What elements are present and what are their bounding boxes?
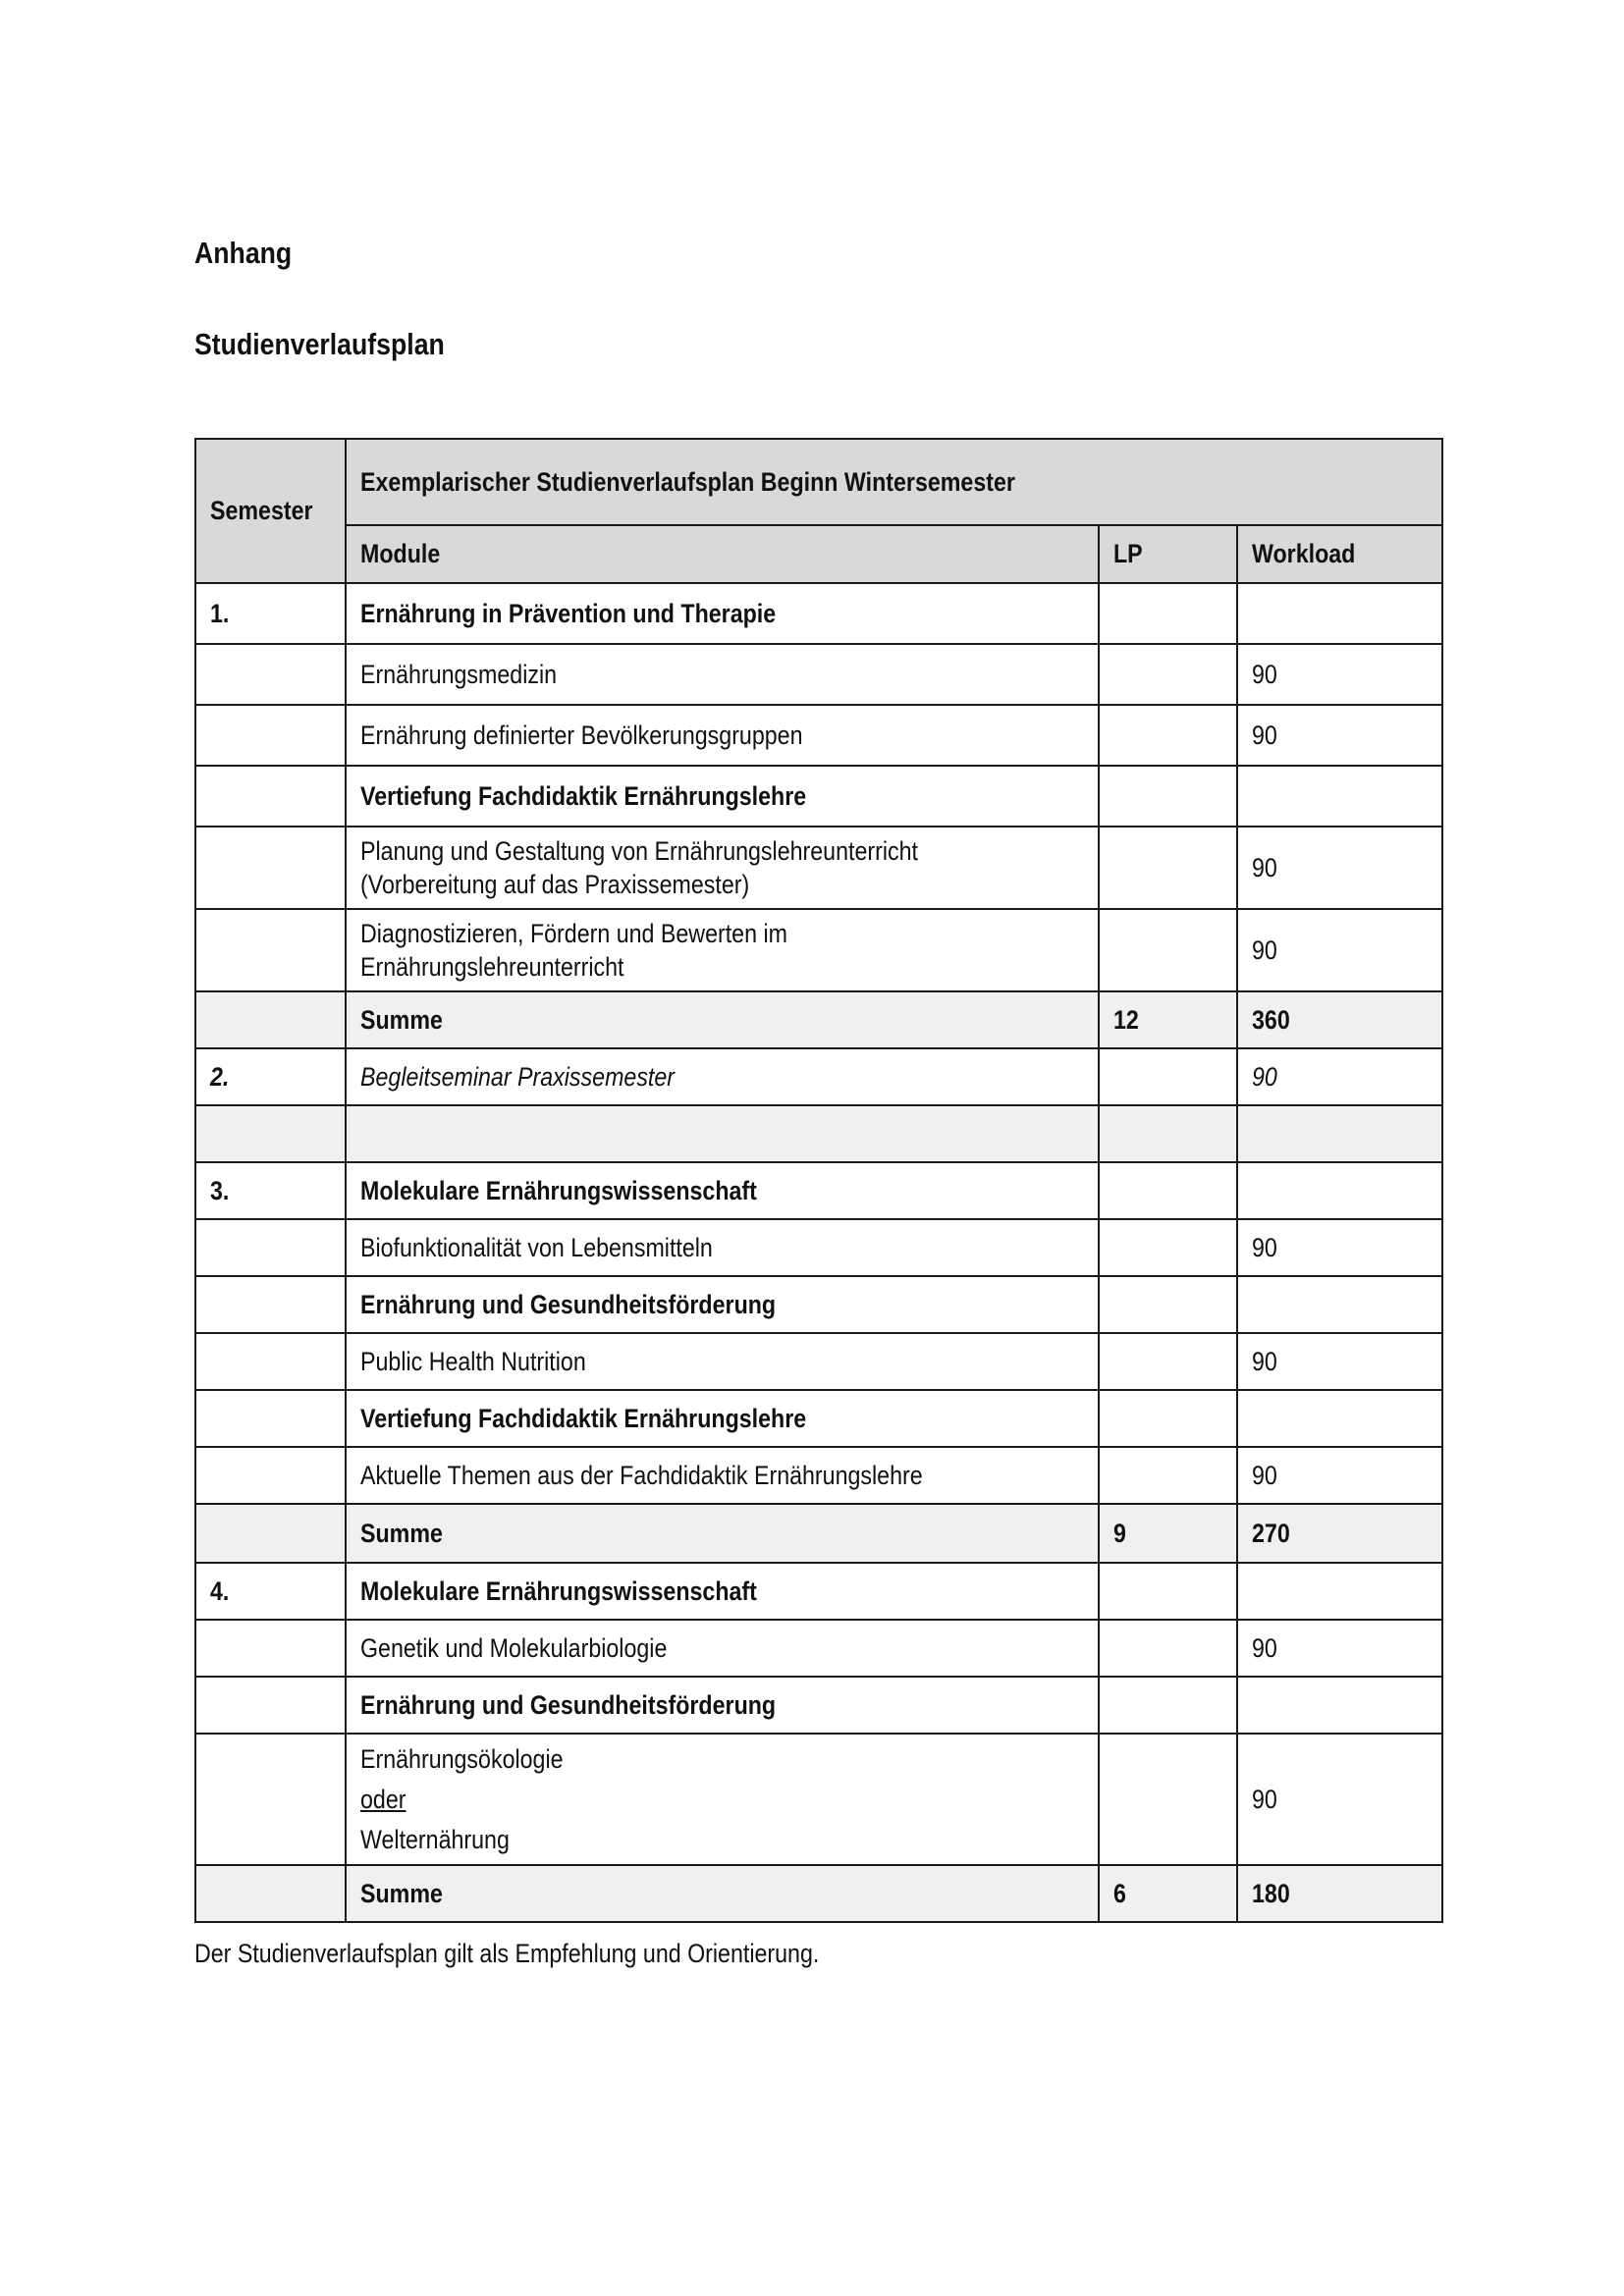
lp-cell bbox=[1099, 1390, 1237, 1447]
workload-cell bbox=[1237, 583, 1442, 644]
workload-cell bbox=[1237, 1563, 1442, 1620]
table-row bbox=[195, 705, 1442, 766]
table-row bbox=[195, 583, 1442, 644]
module-group-cell: Vertiefung Fachdidaktik Ernährungslehre bbox=[346, 766, 1099, 827]
module-group-cell: Molekulare Ernährungswissenschaft bbox=[346, 1162, 1099, 1219]
lp-cell bbox=[1099, 1162, 1237, 1219]
workload-cell: 90 bbox=[1237, 705, 1442, 766]
table-row bbox=[195, 1333, 1442, 1390]
semester-cell: 2. bbox=[195, 1048, 346, 1105]
semester-cell bbox=[195, 1504, 346, 1563]
workload-cell: 90 bbox=[1237, 1447, 1442, 1504]
workload-cell bbox=[1237, 1677, 1442, 1734]
lp-cell bbox=[1099, 1447, 1237, 1504]
semester-cell bbox=[195, 909, 346, 991]
lp-cell: 6 bbox=[1099, 1865, 1237, 1922]
lp-cell bbox=[1099, 1620, 1237, 1677]
sum-label: Summe bbox=[346, 1504, 1099, 1563]
lp-cell bbox=[1099, 1048, 1237, 1105]
semester-cell: 1. bbox=[195, 583, 346, 644]
module-cell: Planung und Gestaltung von Ernährungslehreunterricht (Vorbereitung auf das Praxissemester) bbox=[346, 827, 1099, 909]
module-cell: Biofunktionalität von Lebensmitteln bbox=[346, 1219, 1099, 1276]
semester-cell bbox=[195, 1620, 346, 1677]
table-row bbox=[195, 644, 1442, 705]
workload-cell: 90 bbox=[1237, 909, 1442, 991]
table-row bbox=[195, 1563, 1442, 1620]
semester-cell bbox=[195, 991, 346, 1048]
module-cell: Aktuelle Themen aus der Fachdidaktik Ernährungslehre bbox=[346, 1447, 1099, 1504]
table-row bbox=[195, 827, 1442, 909]
table-row bbox=[195, 1276, 1442, 1333]
module-cell: Ernährung definierter Bevölkerungsgruppen bbox=[346, 705, 1099, 766]
lp-cell: 9 bbox=[1099, 1504, 1237, 1563]
workload-cell: 270 bbox=[1237, 1504, 1442, 1563]
table-row bbox=[195, 1734, 1442, 1865]
module-group-cell: Ernährung und Gesundheitsförderung bbox=[346, 1677, 1099, 1734]
study-plan-table bbox=[194, 438, 1443, 1923]
study-plan-heading: Studienverlaufsplan bbox=[194, 327, 445, 361]
semester-cell bbox=[195, 1333, 346, 1390]
semester-cell: 4. bbox=[195, 1563, 346, 1620]
lp-cell bbox=[1099, 1333, 1237, 1390]
table-row bbox=[195, 1048, 1442, 1105]
lp-column-header: LP bbox=[1099, 525, 1237, 583]
table-row bbox=[195, 1447, 1442, 1504]
workload-cell bbox=[1237, 1390, 1442, 1447]
semester-cell bbox=[195, 766, 346, 827]
lp-cell bbox=[1099, 909, 1237, 991]
semester-cell bbox=[195, 1390, 346, 1447]
workload-cell bbox=[1237, 1162, 1442, 1219]
appendix-heading: Anhang bbox=[194, 236, 293, 270]
lp-cell: 12 bbox=[1099, 991, 1237, 1048]
module-cell: Genetik und Molekularbiologie bbox=[346, 1620, 1099, 1677]
module-group-cell: Ernährung in Prävention und Therapie bbox=[346, 583, 1099, 644]
workload-cell: 90 bbox=[1237, 827, 1442, 909]
workload-cell: 180 bbox=[1237, 1865, 1442, 1922]
workload-cell: 90 bbox=[1237, 1048, 1442, 1105]
lp-cell bbox=[1099, 705, 1237, 766]
module-group-cell: Ernährung und Gesundheitsförderung bbox=[346, 1276, 1099, 1333]
lp-cell bbox=[1099, 827, 1237, 909]
semester-cell bbox=[195, 1677, 346, 1734]
workload-cell bbox=[1237, 766, 1442, 827]
semester-cell bbox=[195, 705, 346, 766]
table-row bbox=[195, 766, 1442, 827]
workload-cell: 90 bbox=[1237, 1219, 1442, 1276]
table-title: Exemplarischer Studienverlaufsplan Beginn Wintersemester bbox=[346, 439, 1442, 525]
sum-label: Summe bbox=[346, 991, 1099, 1048]
table-column-header-row bbox=[195, 525, 1442, 583]
semester-cell bbox=[195, 1276, 346, 1333]
table-row bbox=[195, 1390, 1442, 1447]
workload-cell: 90 bbox=[1237, 1333, 1442, 1390]
workload-cell: 90 bbox=[1237, 1620, 1442, 1677]
lp-cell bbox=[1099, 583, 1237, 644]
module-column-header: Module bbox=[346, 525, 1099, 583]
module-group-cell: Molekulare Ernährungswissenschaft bbox=[346, 1563, 1099, 1620]
workload-column-header: Workload bbox=[1237, 525, 1442, 583]
workload-cell: 360 bbox=[1237, 991, 1442, 1048]
module-cell: Public Health Nutrition bbox=[346, 1333, 1099, 1390]
lp-cell bbox=[1099, 766, 1237, 827]
table-row bbox=[195, 1219, 1442, 1276]
semester-cell bbox=[195, 1219, 346, 1276]
module-group-cell: Vertiefung Fachdidaktik Ernährungslehre bbox=[346, 1390, 1099, 1447]
sum-row bbox=[195, 991, 1442, 1048]
module-cell: Begleitseminar Praxissemester bbox=[346, 1048, 1099, 1105]
module-cell: Ernährungsökologie oder Welternährung bbox=[346, 1734, 1099, 1865]
lp-cell bbox=[1099, 1677, 1237, 1734]
sum-label: Summe bbox=[346, 1865, 1099, 1922]
lp-cell bbox=[1099, 1276, 1237, 1333]
workload-cell bbox=[1237, 1276, 1442, 1333]
module-cell: Ernährungsmedizin bbox=[346, 644, 1099, 705]
footnote: Der Studienverlaufsplan gilt als Empfehlung und Orientierung. bbox=[194, 1939, 820, 1968]
workload-cell: 90 bbox=[1237, 644, 1442, 705]
table-header-row bbox=[195, 439, 1442, 525]
semester-cell bbox=[195, 644, 346, 705]
semester-cell bbox=[195, 1865, 346, 1922]
semester-cell: 3. bbox=[195, 1162, 346, 1219]
semester-cell bbox=[195, 1447, 346, 1504]
table-row bbox=[195, 1677, 1442, 1734]
module-cell: Diagnostizieren, Fördern und Bewerten im Ernährungslehreunterricht bbox=[346, 909, 1099, 991]
lp-cell bbox=[1099, 644, 1237, 705]
table-row bbox=[195, 1162, 1442, 1219]
semester-column-header: Semester bbox=[195, 439, 346, 583]
empty-row bbox=[195, 1105, 1442, 1162]
sum-row bbox=[195, 1504, 1442, 1563]
lp-cell bbox=[1099, 1563, 1237, 1620]
semester-cell bbox=[195, 1734, 346, 1865]
workload-cell: 90 bbox=[1237, 1734, 1442, 1865]
sum-row bbox=[195, 1865, 1442, 1922]
table-row bbox=[195, 1620, 1442, 1677]
semester-cell bbox=[195, 827, 346, 909]
table-row bbox=[195, 909, 1442, 991]
lp-cell bbox=[1099, 1219, 1237, 1276]
lp-cell bbox=[1099, 1734, 1237, 1865]
